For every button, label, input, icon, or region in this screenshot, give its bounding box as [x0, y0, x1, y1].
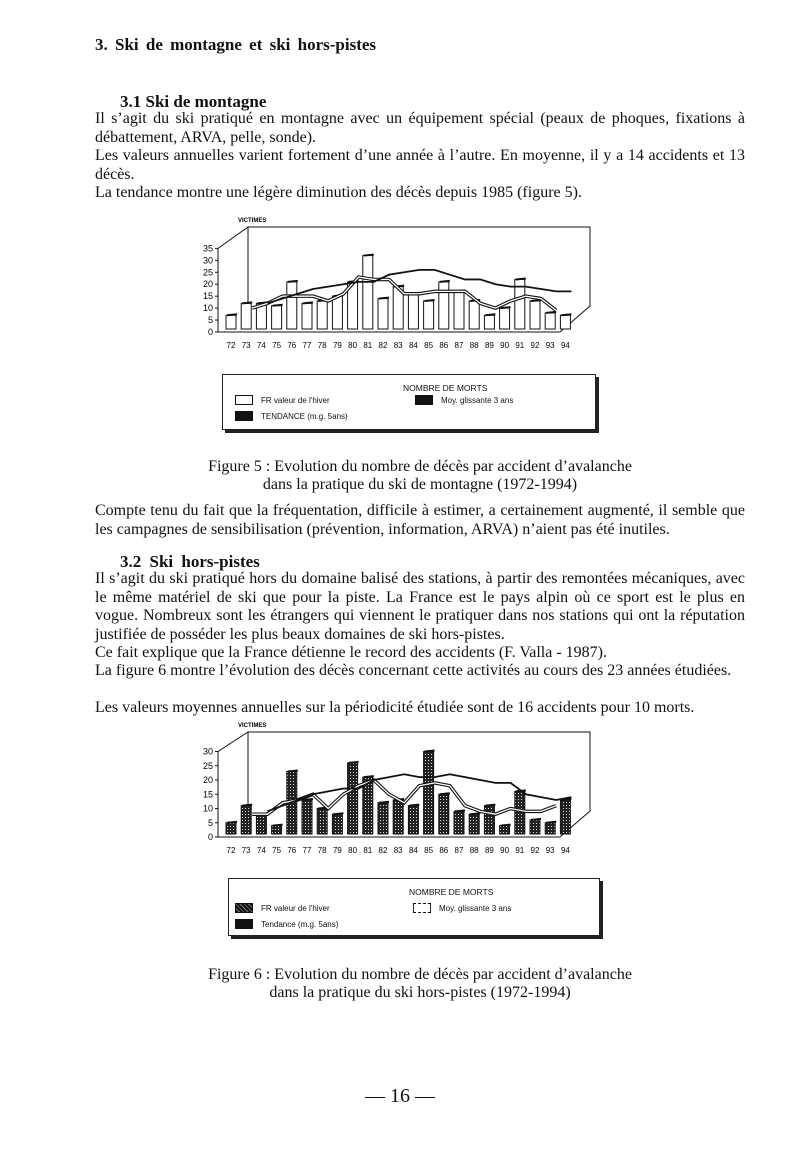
y-tick-label: 20: [202, 279, 213, 290]
subsection-title-ski-montagne: 3.1 Ski de montagne: [120, 92, 267, 111]
trend-swatch-icon: [235, 411, 253, 421]
bar-top: [501, 307, 511, 308]
bar: [302, 800, 312, 834]
bar-top: [440, 793, 450, 794]
bar: [332, 296, 342, 329]
y-tick-label: 15: [202, 789, 213, 800]
legend-label: FR valeur de l'hiver: [261, 903, 330, 913]
legend-item-trend: [235, 411, 348, 421]
x-tick-label: 74: [256, 341, 266, 350]
bar: [348, 763, 358, 834]
bar-top: [546, 312, 556, 313]
bar-top: [364, 776, 374, 777]
bar-top: [288, 770, 298, 771]
x-tick-label: 92: [530, 341, 540, 350]
bar-swatch-icon: [235, 395, 253, 405]
y-tick-label: 10: [202, 303, 213, 314]
bar: [439, 794, 449, 834]
figure6-chart: [190, 717, 610, 872]
bar: [530, 301, 540, 329]
x-tick-label: 73: [241, 341, 251, 350]
x-tick-label: 77: [302, 341, 312, 350]
bar: [241, 806, 251, 834]
bar-top: [303, 302, 313, 303]
bar: [484, 806, 494, 834]
figure6-caption-line2: dans la pratique du ski hors-pistes (1972-1994): [269, 984, 571, 1001]
bar: [560, 315, 570, 329]
figure6-legend: [228, 878, 600, 936]
x-tick-label: 90: [500, 341, 510, 350]
x-tick-label: 82: [378, 341, 388, 350]
bar-top: [561, 314, 571, 315]
bar-top: [273, 825, 283, 826]
paragraph: Les valeurs annuelles varient fortement d’une année à l’autre. En moyenne, il y a 14 accidents et 13 décès.: [95, 147, 745, 183]
x-tick-label: 84: [408, 341, 418, 350]
bar: [378, 299, 388, 329]
paragraph: Il s’agit du ski pratiqué hors du domaine balisé des stations, à partir des remontées mécaniques, avec le même matériel de ski que pour la piste. La France est le pays alpin où ce sport est le plus en vogue. Nombreux sont les étrangers qui viennent le pratiquer dans nos stations qui ont la réputation justifiée de posséder les plus beaux domaines de ski hors-pistes.: [95, 570, 745, 643]
bar-top: [531, 300, 541, 301]
legend-item-moving: [413, 903, 511, 913]
bar-top: [273, 305, 283, 306]
x-tick-label: 76: [287, 846, 297, 855]
bar: [241, 303, 251, 329]
x-tick-label: 94: [560, 846, 570, 855]
x-tick-label: 75: [272, 846, 282, 855]
figure6-caption-line1: Figure 6 : Evolution du nombre de décès par accident d’avalanche: [208, 966, 632, 983]
bar: [408, 294, 418, 329]
trend-line: [267, 270, 571, 303]
paragraph: La figure 6 montre l’évolution des décès concernant cette activités au cours des 23 années étudiées.: [95, 662, 732, 679]
y-tick-label: 0: [207, 327, 213, 337]
bar: [545, 823, 555, 834]
bar-top: [516, 278, 526, 279]
x-tick-label: 78: [317, 341, 327, 350]
legend-label: FR valeur de l'hiver: [261, 395, 330, 405]
paragraph: Il s’agit du ski pratiqué en montagne avec un équipement spécial (peaux de phoques, fixations à débattement, ARVA, pelle, sonde).: [95, 110, 745, 146]
x-tick-label: 92: [530, 846, 540, 855]
bar-top: [440, 281, 450, 282]
x-tick-label: 85: [424, 846, 434, 855]
legend-item-trend: [235, 919, 338, 929]
x-tick-label: 83: [393, 846, 403, 855]
x-tick-label: 76: [287, 341, 297, 350]
x-tick-label: 87: [454, 341, 464, 350]
x-tick-label: 82: [378, 846, 388, 855]
bar: [424, 301, 434, 329]
bar: [226, 823, 236, 834]
bar-top: [379, 802, 389, 803]
section-title: 3. Ski de montagne et ski hors-pistes: [95, 35, 377, 54]
bar: [500, 308, 510, 329]
bar-top: [242, 302, 252, 303]
x-tick-label: 88: [469, 341, 479, 350]
bar: [317, 301, 327, 329]
x-tick-label: 94: [560, 341, 570, 350]
figure5-caption-line1: Figure 5 : Evolution du nombre de décès par accident d’avalanche: [208, 458, 632, 475]
legend-label: Tendance (m.g. 5ans): [261, 919, 339, 929]
y-tick-label: 35: [202, 243, 213, 254]
bar-top: [485, 805, 495, 806]
bar-top: [485, 314, 495, 315]
bar-top: [425, 751, 435, 752]
legend-item-moving: [415, 395, 513, 405]
x-tick-label: 89: [484, 341, 494, 350]
bar-top: [501, 825, 511, 826]
bar: [256, 814, 266, 834]
y-tick-label: 25: [202, 267, 213, 278]
x-tick-label: 79: [332, 846, 342, 855]
paragraph: Ce fait explique que la France détienne le record des accidents (F. Valla - 1987).: [95, 644, 608, 661]
x-tick-label: 91: [515, 341, 525, 350]
x-tick-label: 80: [348, 341, 358, 350]
x-tick-label: 73: [241, 846, 251, 855]
bar: [317, 809, 327, 835]
bar-top: [470, 813, 480, 814]
legend-label: TENDANCE (m.g. 5ans): [261, 411, 348, 421]
bar-top: [227, 822, 237, 823]
y-axis-title: VICTIMES: [238, 723, 267, 729]
bar: [454, 291, 464, 329]
x-tick-label: 85: [424, 341, 434, 350]
x-tick-label: 83: [393, 341, 403, 350]
bar-top: [333, 813, 343, 814]
y-tick-label: 5: [207, 315, 213, 326]
bar: [393, 800, 403, 834]
x-tick-label: 80: [348, 846, 358, 855]
bar-top: [379, 298, 389, 299]
bar: [454, 811, 464, 834]
bar: [469, 301, 479, 329]
x-tick-label: 81: [363, 341, 373, 350]
bar: [439, 282, 449, 329]
y-tick-label: 5: [207, 817, 213, 828]
x-tick-label: 93: [545, 341, 555, 350]
bar-top: [227, 314, 237, 315]
trend-swatch-icon: [235, 919, 253, 929]
x-tick-label: 93: [545, 846, 555, 855]
figure5-legend: [222, 374, 596, 430]
bar: [515, 791, 525, 834]
bar: [469, 814, 479, 834]
bar: [302, 303, 312, 329]
paragraph: Les valeurs moyennes annuelles sur la périodicité étudiée sont de 16 accidents pour 10 morts.: [95, 699, 695, 716]
x-tick-label: 72: [226, 341, 236, 350]
x-tick-label: 72: [226, 846, 236, 855]
x-tick-label: 91: [515, 846, 525, 855]
bar: [530, 820, 540, 834]
legend-title: NOMBRE DE MORTS: [403, 383, 488, 393]
bar-top: [242, 805, 252, 806]
bar-top: [531, 819, 541, 820]
moving-swatch-icon: [415, 395, 433, 405]
bar-top: [288, 281, 298, 282]
legend-item-bars: [235, 903, 330, 913]
bar: [424, 752, 434, 835]
moving-average-line-inner: [252, 780, 556, 814]
bar: [378, 803, 388, 834]
x-tick-label: 87: [454, 846, 464, 855]
y-tick-label: 30: [202, 746, 213, 757]
bar: [272, 306, 282, 329]
figure5-svg: [190, 212, 610, 362]
figure5-chart: [190, 212, 610, 367]
bar: [272, 826, 282, 834]
bar-top: [546, 822, 556, 823]
moving-swatch-icon: [413, 903, 431, 913]
bar: [363, 256, 373, 329]
bar: [226, 315, 236, 329]
x-tick-label: 88: [469, 846, 479, 855]
bar-top: [349, 762, 359, 763]
x-tick-label: 89: [484, 846, 494, 855]
y-tick-label: 15: [202, 291, 213, 302]
legend-title: NOMBRE DE MORTS: [409, 887, 494, 897]
bar-swatch-icon: [235, 903, 253, 913]
page-number: — 16 —: [365, 1085, 435, 1107]
x-tick-label: 79: [332, 341, 342, 350]
x-tick-label: 77: [302, 846, 312, 855]
bar: [545, 313, 555, 329]
x-tick-label: 78: [317, 846, 327, 855]
y-tick-label: 20: [202, 775, 213, 785]
bar-top: [455, 810, 465, 811]
subsection-title-hors-pistes: 3.2 Ski hors-pistes: [120, 552, 260, 571]
paragraph: Compte tenu du fait que la fréquentation, difficile à estimer, a certainement augmenté, il semble que les campagnes de sensibilisation (prévention, information, ARVA) n’aient pas été inutiles.: [95, 502, 745, 538]
y-axis-title: VICTIMES: [238, 218, 267, 224]
y-tick-label: 0: [207, 832, 213, 842]
x-tick-label: 90: [500, 846, 510, 855]
bar-top: [364, 255, 374, 256]
y-tick-label: 25: [202, 760, 213, 771]
paragraph: La tendance montre une légère diminution des décès depuis 1985 (figure 5).: [95, 184, 582, 201]
x-tick-label: 81: [363, 846, 373, 855]
y-tick-label: 30: [202, 255, 213, 266]
y-tick-label: 10: [202, 803, 213, 814]
bar: [287, 282, 297, 329]
bar: [484, 315, 494, 329]
bar: [332, 814, 342, 834]
x-tick-label: 75: [272, 341, 282, 350]
x-tick-label: 86: [439, 341, 449, 350]
bar: [408, 806, 418, 834]
legend-item-bars: [235, 395, 330, 405]
x-tick-label: 86: [439, 846, 449, 855]
figure6-svg: [190, 717, 610, 867]
figure5-caption-line2: dans la pratique du ski de montagne (1972-1994): [262, 476, 578, 493]
bar: [500, 826, 510, 834]
legend-label: Moy. glissante 3 ans: [439, 903, 512, 913]
x-tick-label: 74: [256, 846, 266, 855]
legend-label: Moy. glissante 3 ans: [441, 395, 514, 405]
bar-top: [425, 300, 435, 301]
bar: [560, 800, 570, 834]
bar-top: [409, 805, 419, 806]
x-tick-label: 84: [408, 846, 418, 855]
